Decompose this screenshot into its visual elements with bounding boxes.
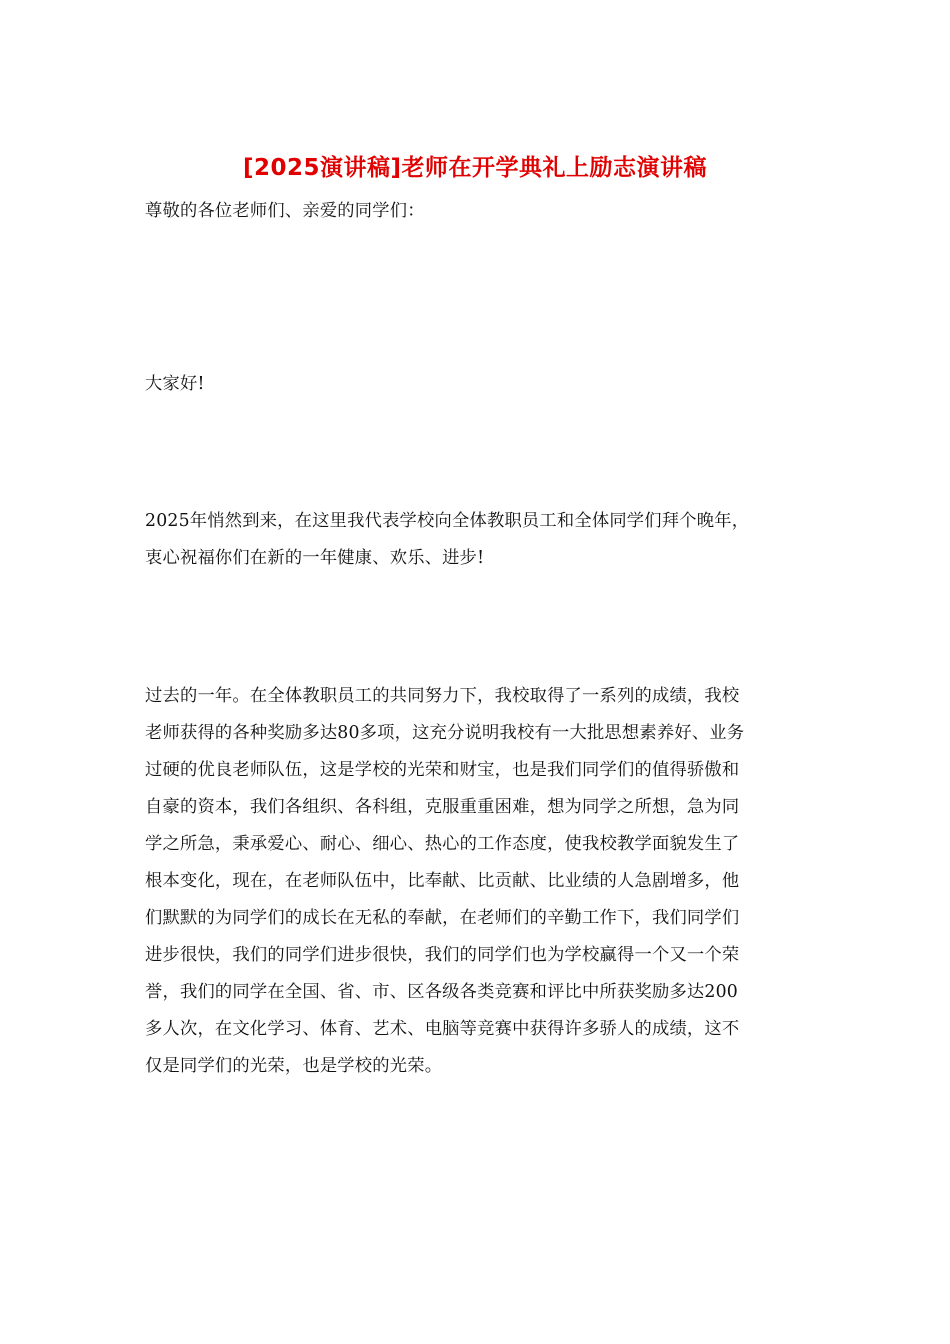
paragraph-2-line: 誉，我们的同学在全国、省、市、区各级各类竞赛和评比中所获奖励多达200	[145, 982, 738, 1002]
paragraph-2-line: 老师获得的各种奖励多达80多项，这充分说明我校有一大批思想素养好、业务	[145, 723, 745, 743]
paragraph-2-line: 根本变化，现在，在老师队伍中，比奉献、比贡献、比业绩的人急剧增多，他	[145, 871, 740, 891]
paragraph-2-line: 过去的一年。在全体教职员工的共同努力下，我校取得了一系列的成绩，我校	[145, 686, 740, 706]
paragraph-2-line: 们默默的为同学们的成长在无私的奉献，在老师们的辛勤工作下，我们同学们	[145, 908, 740, 928]
greeting-line: 大家好!	[145, 374, 205, 394]
paragraph-2-line: 多人次，在文化学习、体育、艺术、电脑等竞赛中获得许多骄人的成绩，这不	[145, 1019, 740, 1039]
salutation-line: 尊敬的各位老师们、亲爱的同学们：	[145, 201, 425, 221]
paragraph-1-line: 衷心祝福你们在新的一年健康、欢乐、进步!	[145, 548, 485, 568]
paragraph-2-line: 自豪的资本，我们各组织、各科组，克服重重困难，想为同学之所想，急为同	[145, 797, 740, 817]
paragraph-1-line: 2025年悄然到来，在这里我代表学校向全体教职员工和全体同学们拜个晚年，	[145, 511, 750, 531]
document-title: [2025演讲稿]老师在开学典礼上励志演讲稿	[242, 155, 708, 181]
paragraph-2-line: 学之所急，秉承爱心、耐心、细心、热心的工作态度，使我校教学面貌发生了	[145, 834, 740, 854]
paragraph-2-line: 过硬的优良老师队伍，这是学校的光荣和财宝，也是我们同学们的值得骄傲和	[145, 760, 740, 780]
paragraph-2-line: 进步很快，我们的同学们进步很快，我们的同学们也为学校赢得一个又一个荣	[145, 945, 740, 965]
paragraph-2-line: 仅是同学们的光荣，也是学校的光荣。	[145, 1056, 443, 1076]
